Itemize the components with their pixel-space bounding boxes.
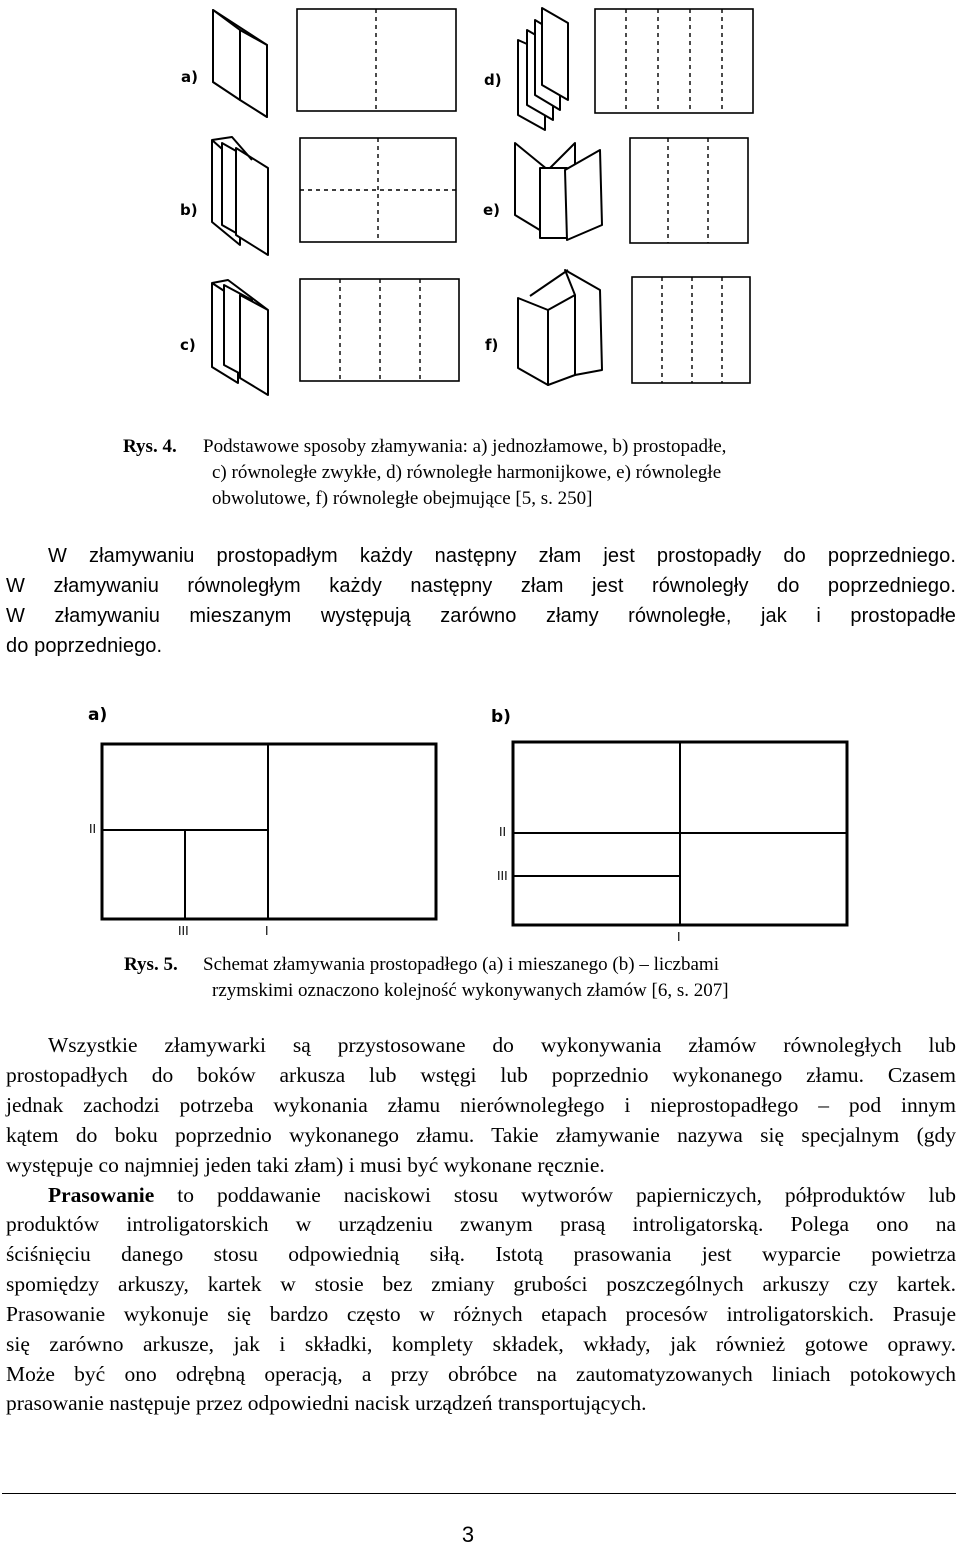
fig5-caption-line2: rzymskimi oznaczono kolejność wykonywanych złamów [6, s. 207]	[212, 980, 729, 1001]
fig4-caption-line2: c) równoległe zwykłe, d) równoległe harmonijkowe, e) równoległe	[212, 462, 722, 483]
fig4-b-flat-sheet	[300, 138, 456, 242]
footer-divider	[2, 1493, 956, 1494]
fig5-b-fold-bottom: I	[677, 930, 681, 944]
fig4-a-folded-sheet	[213, 10, 267, 117]
para3-line6: się zarówno arkusze, jak i składki, komplety składek, wkłady, jak również gotowe oprawy.	[6, 1332, 956, 1356]
fig4-c-flat-sheet	[300, 279, 459, 381]
fig5-b-fold-left-upper: II	[499, 825, 507, 839]
para2-line4: kątem do boku poprzednio wykonanego złamu. Takie złamywanie nazywa się specjalnym (gdy	[6, 1123, 956, 1147]
para3-line5: Prasowanie wykonuje się bardzo często w różnych etapach procesów introligatorskich. Prasuje	[6, 1302, 956, 1326]
para1-line1: W złamywaniu prostopadłym każdy następny złam jest prostopadły do poprzedniego.	[48, 545, 956, 567]
figure-5-folding-schemes	[0, 690, 960, 950]
fig4-d-folded-sheet	[518, 8, 568, 130]
para1-line3: W złamywaniu mieszanym występują zarówno złamy równoległe, jak i prostopadłe	[6, 605, 956, 627]
para3-line2: produktów introligatorskich w urządzeniu zwanym prasą introligatorską. Polega ono na	[6, 1212, 956, 1236]
para3-line1	[48, 1181, 956, 1211]
fig5-a-fold-bottom-left: III	[178, 924, 189, 938]
fig4-caption-line3: obwolutowe, f) równoległe obejmujące [5, s. 250]	[212, 488, 593, 509]
para3-line1-rest: to poddawanie naciskowi stosu wytworów papierniczych, półproduktów lub	[154, 1183, 956, 1207]
fig5-a-fold-left: II	[89, 822, 97, 836]
fig4-f-flat-sheet	[632, 277, 750, 383]
fig4-label-f: f)	[485, 336, 499, 354]
fig4-e-flat-sheet	[630, 138, 748, 243]
fig4-caption-prefix: Rys. 4.	[123, 436, 177, 457]
para3-bold-term: Prasowanie	[48, 1183, 155, 1207]
fig5-caption-line1: Schemat złamywania prostopadłego (a) i mieszanego (b) – liczbami	[203, 954, 719, 975]
fig4-e-folded-sheet	[515, 143, 602, 240]
fig4-label-b: b)	[180, 201, 198, 219]
fig5-a-fold-bottom-mid: I	[265, 924, 269, 938]
fig4-f-folded-sheet	[518, 270, 602, 385]
fig4-label-c: c)	[180, 336, 196, 354]
page-number: 3	[461, 1522, 475, 1547]
para3-last-line: prasowanie następuje przez odpowiedni nacisk urządzeń transportujących.	[6, 1391, 647, 1415]
para1-line4: do poprzedniego.	[6, 635, 163, 657]
fig4-d-flat-sheet	[595, 9, 753, 113]
fig4-label-e: e)	[483, 201, 501, 219]
fig4-a-flat-sheet	[297, 9, 456, 111]
para2-last-line: występuje co najmniej jeden taki złam) i musi być wykonane ręcznie.	[6, 1153, 605, 1177]
para2-line2: prostopadłych do boków arkusza lub wstęgi lub poprzednio wykonanego złamu. Czasem	[6, 1063, 956, 1087]
figure-4-folding-methods	[0, 0, 960, 420]
para2-line3: jednak zachodzi potrzeba wykonania złamu nierównoległego i nieprostopadłego – pod innym	[6, 1093, 956, 1117]
fig5-b-fold-left-lower: III	[497, 869, 508, 883]
para3-line4: spomiędzy arkuszy, kartek w stosie bez zmiany grubości poszczególnych arkuszy czy kartek.	[6, 1272, 956, 1296]
fig5-a-sheet	[102, 744, 436, 919]
fig5-label-b: b)	[491, 707, 511, 727]
para2-line1: Wszystkie złamywarki są przystosowane do wykonywania złamów równoległych lub	[48, 1033, 956, 1057]
para3-line3: ściśnięciu danego stosu odpowiednią siłą. Istotą prasowania jest wyparcie powietrza	[6, 1242, 956, 1266]
fig4-caption-line1: Podstawowe sposoby złamywania: a) jednozłamowe, b) prostopadłe,	[203, 436, 727, 457]
fig4-label-a: a)	[181, 68, 198, 86]
fig5-label-a: a)	[88, 705, 108, 725]
fig4-b-folded-sheet	[212, 137, 268, 255]
fig4-label-d: d)	[484, 71, 502, 89]
fig5-b-sheet	[513, 742, 847, 925]
fig4-c-folded-sheet	[212, 280, 268, 395]
para3-line7: Może być ono odrębną operacją, a przy obróbce na zautomatyzowanych liniach potokowych	[6, 1362, 956, 1386]
fig5-caption-prefix: Rys. 5.	[124, 954, 178, 975]
para1-line2: W złamywaniu równoległym każdy następny złam jest równoległy do poprzedniego.	[6, 575, 956, 597]
